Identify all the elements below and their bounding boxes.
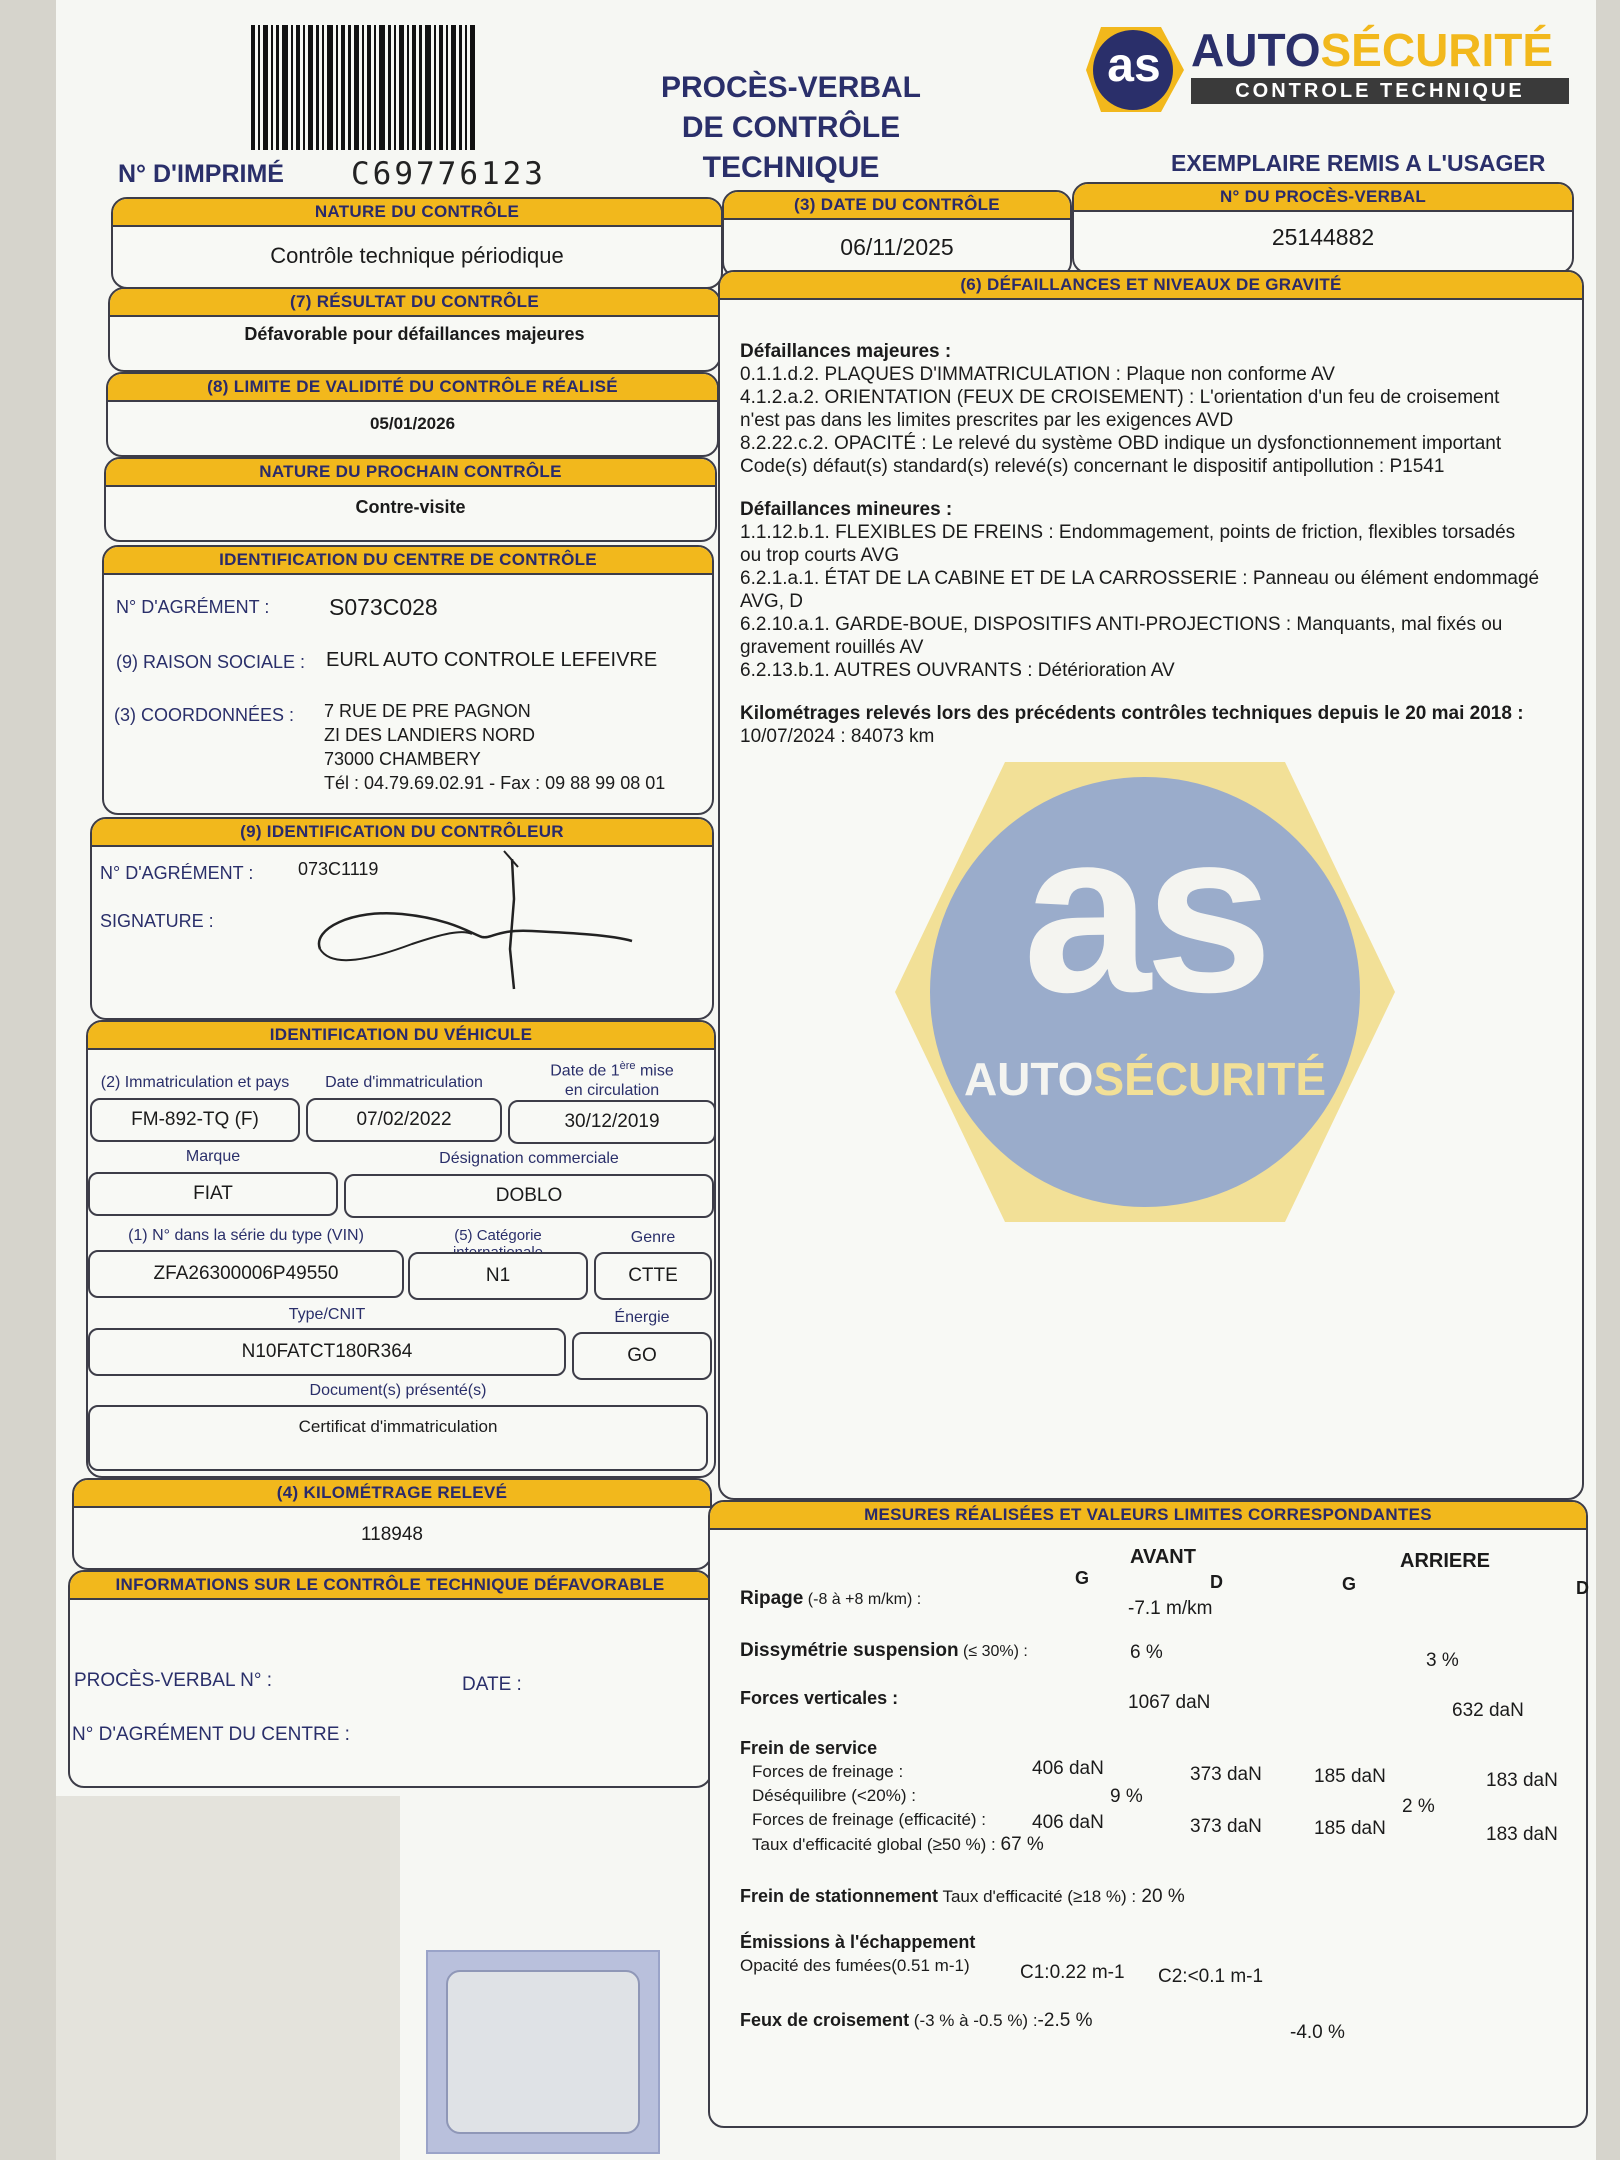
taux-row [752,1834,1044,1856]
genre-field: CTTE [594,1252,712,1300]
date-immat-label: Date d'immatriculation [325,1074,483,1091]
defect-code: 6.2.13.b.1. AUTRES OUVRANTS [740,660,1022,681]
genre-label: Genre [630,1229,676,1246]
logo-securite: SÉCURITÉ [1320,24,1554,76]
defect-code: 1.1.12.b.1. FLEXIBLES DE FREINS [740,522,1044,543]
centre-box [102,545,714,815]
prochain-header: NATURE DU PROCHAIN CONTRÔLE [106,459,715,487]
centre-coord-label: (3) COORDONNÉES : [114,705,295,725]
defect-text: : L'orientation d'un feu de croisement n'est pas dans les limites prescrites par les exigences AVD [740,387,1500,431]
kilometrage-value: 118948 [361,1524,423,1545]
ripage-row [740,1588,921,1610]
imprime-label: N° D'IMPRIMÉ [118,160,284,188]
defect-text: : Manquants, mal fixés ou gravement rouillés AV [740,614,1503,658]
signature-label: SIGNATURE : [100,911,214,931]
controleur-agrement-label: N° D'AGRÉMENT : [100,863,254,883]
designation-label: Désignation commerciale [439,1150,619,1167]
document-page [56,0,1596,2160]
kilometrage-header: (4) KILOMÉTRAGE RELEVÉ [74,1480,710,1508]
dissym-avant: 6 % [1130,1642,1163,1663]
ffe-label: Forces de freinage (efficacité) : [752,1810,987,1829]
feux-label: Feux de croisement [740,2010,910,2030]
forces-v-avant: 1067 daN [1128,1692,1211,1713]
logo-wordmark [1191,24,1553,76]
arriere-label: ARRIERE [1400,1550,1491,1572]
categorie-label: (5) Catégorie [454,1227,542,1244]
defect-code: 4.1.2.a.2. ORIENTATION (FEUX DE CROISEMENT) [740,387,1184,408]
defect-item [740,432,1540,455]
premiere-label-b: mise [635,1062,674,1080]
defavorable-box [68,1570,712,1788]
taux-value: 67 % [1000,1834,1044,1855]
defect-code: 8.2.22.c.2. OPACITÉ [740,433,917,454]
limite-value: 05/01/2026 [369,414,456,433]
exemplaire-text: EXEMPLAIRE REMIS A L'USAGER [1171,150,1546,176]
defect-code: 6.2.1.a.1. ÉTAT DE LA CABINE ET DE LA CARROSSERIE [740,568,1238,589]
resultat-header: (7) RÉSULTAT DU CONTRÔLE [110,289,719,317]
prochain-value: Contre-visite [355,497,466,517]
stationnement-value: 20 % [1136,1886,1185,1907]
documents-field: Certificat d'immatriculation [88,1405,708,1471]
date-box [722,190,1072,278]
window-opening [446,1970,640,2134]
ff-avant-d: 373 daN [1190,1764,1262,1785]
documents-label: Document(s) présenté(s) [309,1382,487,1399]
defavorable-date-label: DATE : [462,1674,522,1695]
dissym-row [740,1640,1028,1662]
nature-value: Contrôle technique périodique [270,243,564,268]
ffe-arriere-d: 183 daN [1486,1824,1558,1845]
kilometrage-box [72,1478,712,1570]
window-panel [426,1950,660,2154]
categorie-field: N1 [408,1252,588,1300]
premiere-circulation-field: 30/12/2019 [508,1100,716,1144]
col-arriere-g: G [1342,1574,1357,1594]
resultat-box [108,287,721,372]
opacite-c1: C1:0.22 m-1 [1020,1962,1125,1983]
km-history-title: Kilométrages relevés lors des précédents contrôles techniques depuis le 20 mai 2018 : [740,703,1524,724]
defect-text: : Panneau ou élément endommagé AVG, D [740,568,1540,612]
defaillances-list [740,340,1540,748]
date-immat-field: 07/02/2022 [306,1098,502,1142]
forces-v-arriere: 632 daN [1452,1700,1524,1721]
defaillances-box [718,270,1584,1500]
col-arriere-d: D [1576,1578,1589,1598]
ffe-arriere-g: 185 daN [1314,1818,1386,1839]
mineures-title: Défaillances mineures : [740,499,953,520]
vin-field: ZFA26300006P49550 [88,1250,404,1298]
nature-header: NATURE DU CONTRÔLE [113,199,721,227]
feux-row [740,2010,1092,2032]
logo-auto: AUTO [1191,24,1321,76]
nature-box [111,197,723,289]
premiere-circulation-label [508,1056,716,1101]
imprime-number: C69776123 [351,156,546,192]
defect-text: Code(s) défaut(s) standard(s) relevé(s) concernant le dispositif antipollution : P1541 [740,456,1445,477]
defect-item [740,613,1540,659]
stationnement-row [740,1886,1185,1908]
vin-label: (1) N° dans la série du type (VIN) [128,1227,364,1244]
centre-header: IDENTIFICATION DU CENTRE DE CONTRÔLE [104,547,712,575]
centre-raison-value: EURL AUTO CONTROLE LEFEIVRE [326,649,658,671]
premiere-label-c: en circulation [564,1082,660,1100]
defect-text: : Détérioration AV [1021,660,1175,681]
ripage-value: -7.1 m/km [1128,1598,1213,1619]
pv-number-box [1072,182,1574,274]
limite-box [106,372,719,457]
centre-coord-line: Tél : 04.79.69.02.91 - Fax : 09 88 99 08 01 [324,773,666,793]
designation-field: DOBLO [344,1174,714,1218]
cutout-area [56,1796,400,2160]
energie-label: Énergie [614,1309,670,1326]
logo-as-text: as [1107,39,1161,92]
feux-d: -4.0 % [1290,2022,1345,2043]
mesures-box [708,1500,1588,2128]
ffe-avant-d: 373 daN [1190,1816,1262,1837]
title-line-1: PROCÈS-VERBAL [660,71,922,104]
defavorable-agrement-label: N° D'AGRÉMENT DU CENTRE : [72,1724,350,1745]
title-line-2: DE CONTRÔLE TECHNIQUE [681,111,901,184]
feux-g: -2.5 % [1037,2010,1093,2031]
document-title [616,68,966,188]
defect-text: : Le relevé du système OBD indique un dysfonctionnement important [916,433,1502,454]
type-cnit-field: N10FATCT180R364 [88,1328,566,1376]
resultat-value: Défavorable pour défaillances majeures [244,324,585,344]
pv-number-header: N° DU PROCÈS-VERBAL [1074,184,1572,212]
opacite-c2: C2:<0.1 m-1 [1158,1966,1264,1987]
logo-subtitle: CONTROLE TECHNIQUE [1191,78,1569,104]
defaillances-header: (6) DÉFAILLANCES ET NIVEAUX DE GRAVITÉ [720,272,1582,300]
ff-arriere-g: 185 daN [1314,1766,1386,1787]
majeures-title: Défaillances majeures : [740,341,952,362]
barcode-image [251,25,476,150]
defect-code: 6.2.10.a.1. GARDE-BOUE, DISPOSITIFS ANTI-PROJECTIONS [740,614,1281,635]
stationnement-text: Taux d'efficacité (≥18 %) : [938,1887,1137,1906]
centre-coord-line: 7 RUE DE PRE PAGNON [324,701,531,721]
date-value: 06/11/2025 [840,234,954,260]
controleur-header: (9) IDENTIFICATION DU CONTRÔLEUR [92,819,712,847]
defavorable-pv-label: PROCÈS-VERBAL N° : [74,1670,272,1691]
km-history-value: 10/07/2024 : 84073 km [740,726,935,747]
dissym-arriere: 3 % [1426,1650,1459,1671]
centre-coord-line: 73000 CHAMBERY [324,749,481,769]
dissym-label: Dissymétrie suspension [740,1640,959,1661]
centre-agrement-label: N° D'AGRÉMENT : [116,597,270,617]
defect-text: : Plaque non conforme AV [1110,364,1335,385]
defect-item [740,455,1540,478]
frein-service-label: Frein de service [740,1738,878,1758]
deseq-arriere: 2 % [1402,1796,1435,1817]
taux-label: Taux d'efficacité global (≥50 %) : [752,1835,996,1854]
watermark-securite: SÉCURITÉ [1093,1053,1327,1105]
defect-item [740,363,1540,386]
brand-logo [1081,22,1581,117]
stationnement-label: Frein de stationnement [740,1886,939,1906]
feux-limit: (-3 % à -0.5 %) : [909,2011,1038,2030]
centre-coord-block [324,699,665,795]
defavorable-header: INFORMATIONS SUR LE CONTRÔLE TECHNIQUE DÉFAVORABLE [70,1572,710,1600]
dissym-limit: (≤ 30%) : [958,1643,1028,1660]
controleur-agrement-value: 073C1119 [298,859,379,879]
vehicule-box [86,1020,716,1478]
col-avant-g: G [1075,1568,1090,1588]
centre-agrement-value: S073C028 [329,594,438,620]
ripage-limit: (-8 à +8 m/km) : [803,1591,922,1608]
energie-field: GO [572,1332,712,1380]
date-header: (3) DATE DU CONTRÔLE [724,192,1070,220]
forces-v-label: Forces verticales : [740,1688,899,1708]
defect-code: 0.1.1.d.2. PLAQUES D'IMMATRICULATION [740,364,1111,385]
centre-raison-label: (9) RAISON SOCIALE : [116,652,306,672]
pv-number-value: 25144882 [1271,224,1375,250]
emissions-label: Émissions à l'échappement [740,1932,976,1952]
ff-label: Forces de freinage : [752,1762,904,1781]
defect-item [740,521,1540,567]
km-history [740,702,1540,748]
prochain-box [104,457,717,542]
defect-item [740,386,1540,432]
ff-arriere-d: 183 daN [1486,1770,1558,1791]
watermark-as: as [1023,783,1267,1040]
marque-label: Marque [185,1148,241,1165]
watermark-logo [885,742,1405,1242]
signature-image [292,839,652,999]
opacite-label: Opacité des fumées(0.51 m-1) [740,1956,970,1975]
controleur-box [90,817,714,1020]
deseq-label: Déséquilibre (<20%) : [752,1786,916,1805]
defect-item [740,659,1540,682]
ff-avant-g: 406 daN [1032,1758,1104,1779]
immat-label: (2) Immatriculation et pays [100,1074,290,1091]
premiere-label-a: Date de 1 [550,1062,620,1080]
premiere-label-sup: ère [619,1060,636,1072]
ffe-avant-g: 406 daN [1032,1812,1104,1833]
type-cnit-label: Type/CNIT [288,1306,366,1323]
barcode [251,25,476,150]
defect-text: : Endommagement, points de friction, flexibles torsadés ou trop courts AVG [740,522,1516,566]
immat-field: FM-892-TQ (F) [90,1098,300,1142]
ripage-label: Ripage [740,1588,804,1609]
watermark-auto: AUTO [963,1053,1094,1105]
col-avant-d: D [1210,1572,1223,1592]
marque-field: FIAT [88,1172,338,1216]
limite-header: (8) LIMITE DE VALIDITÉ DU CONTRÔLE RÉALISÉ [108,374,717,402]
avant-label: AVANT [1130,1546,1196,1568]
deseq-avant: 9 % [1110,1786,1143,1807]
vehicule-header: IDENTIFICATION DU VÉHICULE [88,1022,714,1050]
mesures-header: MESURES RÉALISÉES ET VALEURS LIMITES CORRESPONDANTES [710,1502,1586,1530]
defect-item [740,567,1540,613]
centre-coord-line: ZI DES LANDIERS NORD [324,725,536,745]
watermark-wordmark [885,1052,1405,1106]
